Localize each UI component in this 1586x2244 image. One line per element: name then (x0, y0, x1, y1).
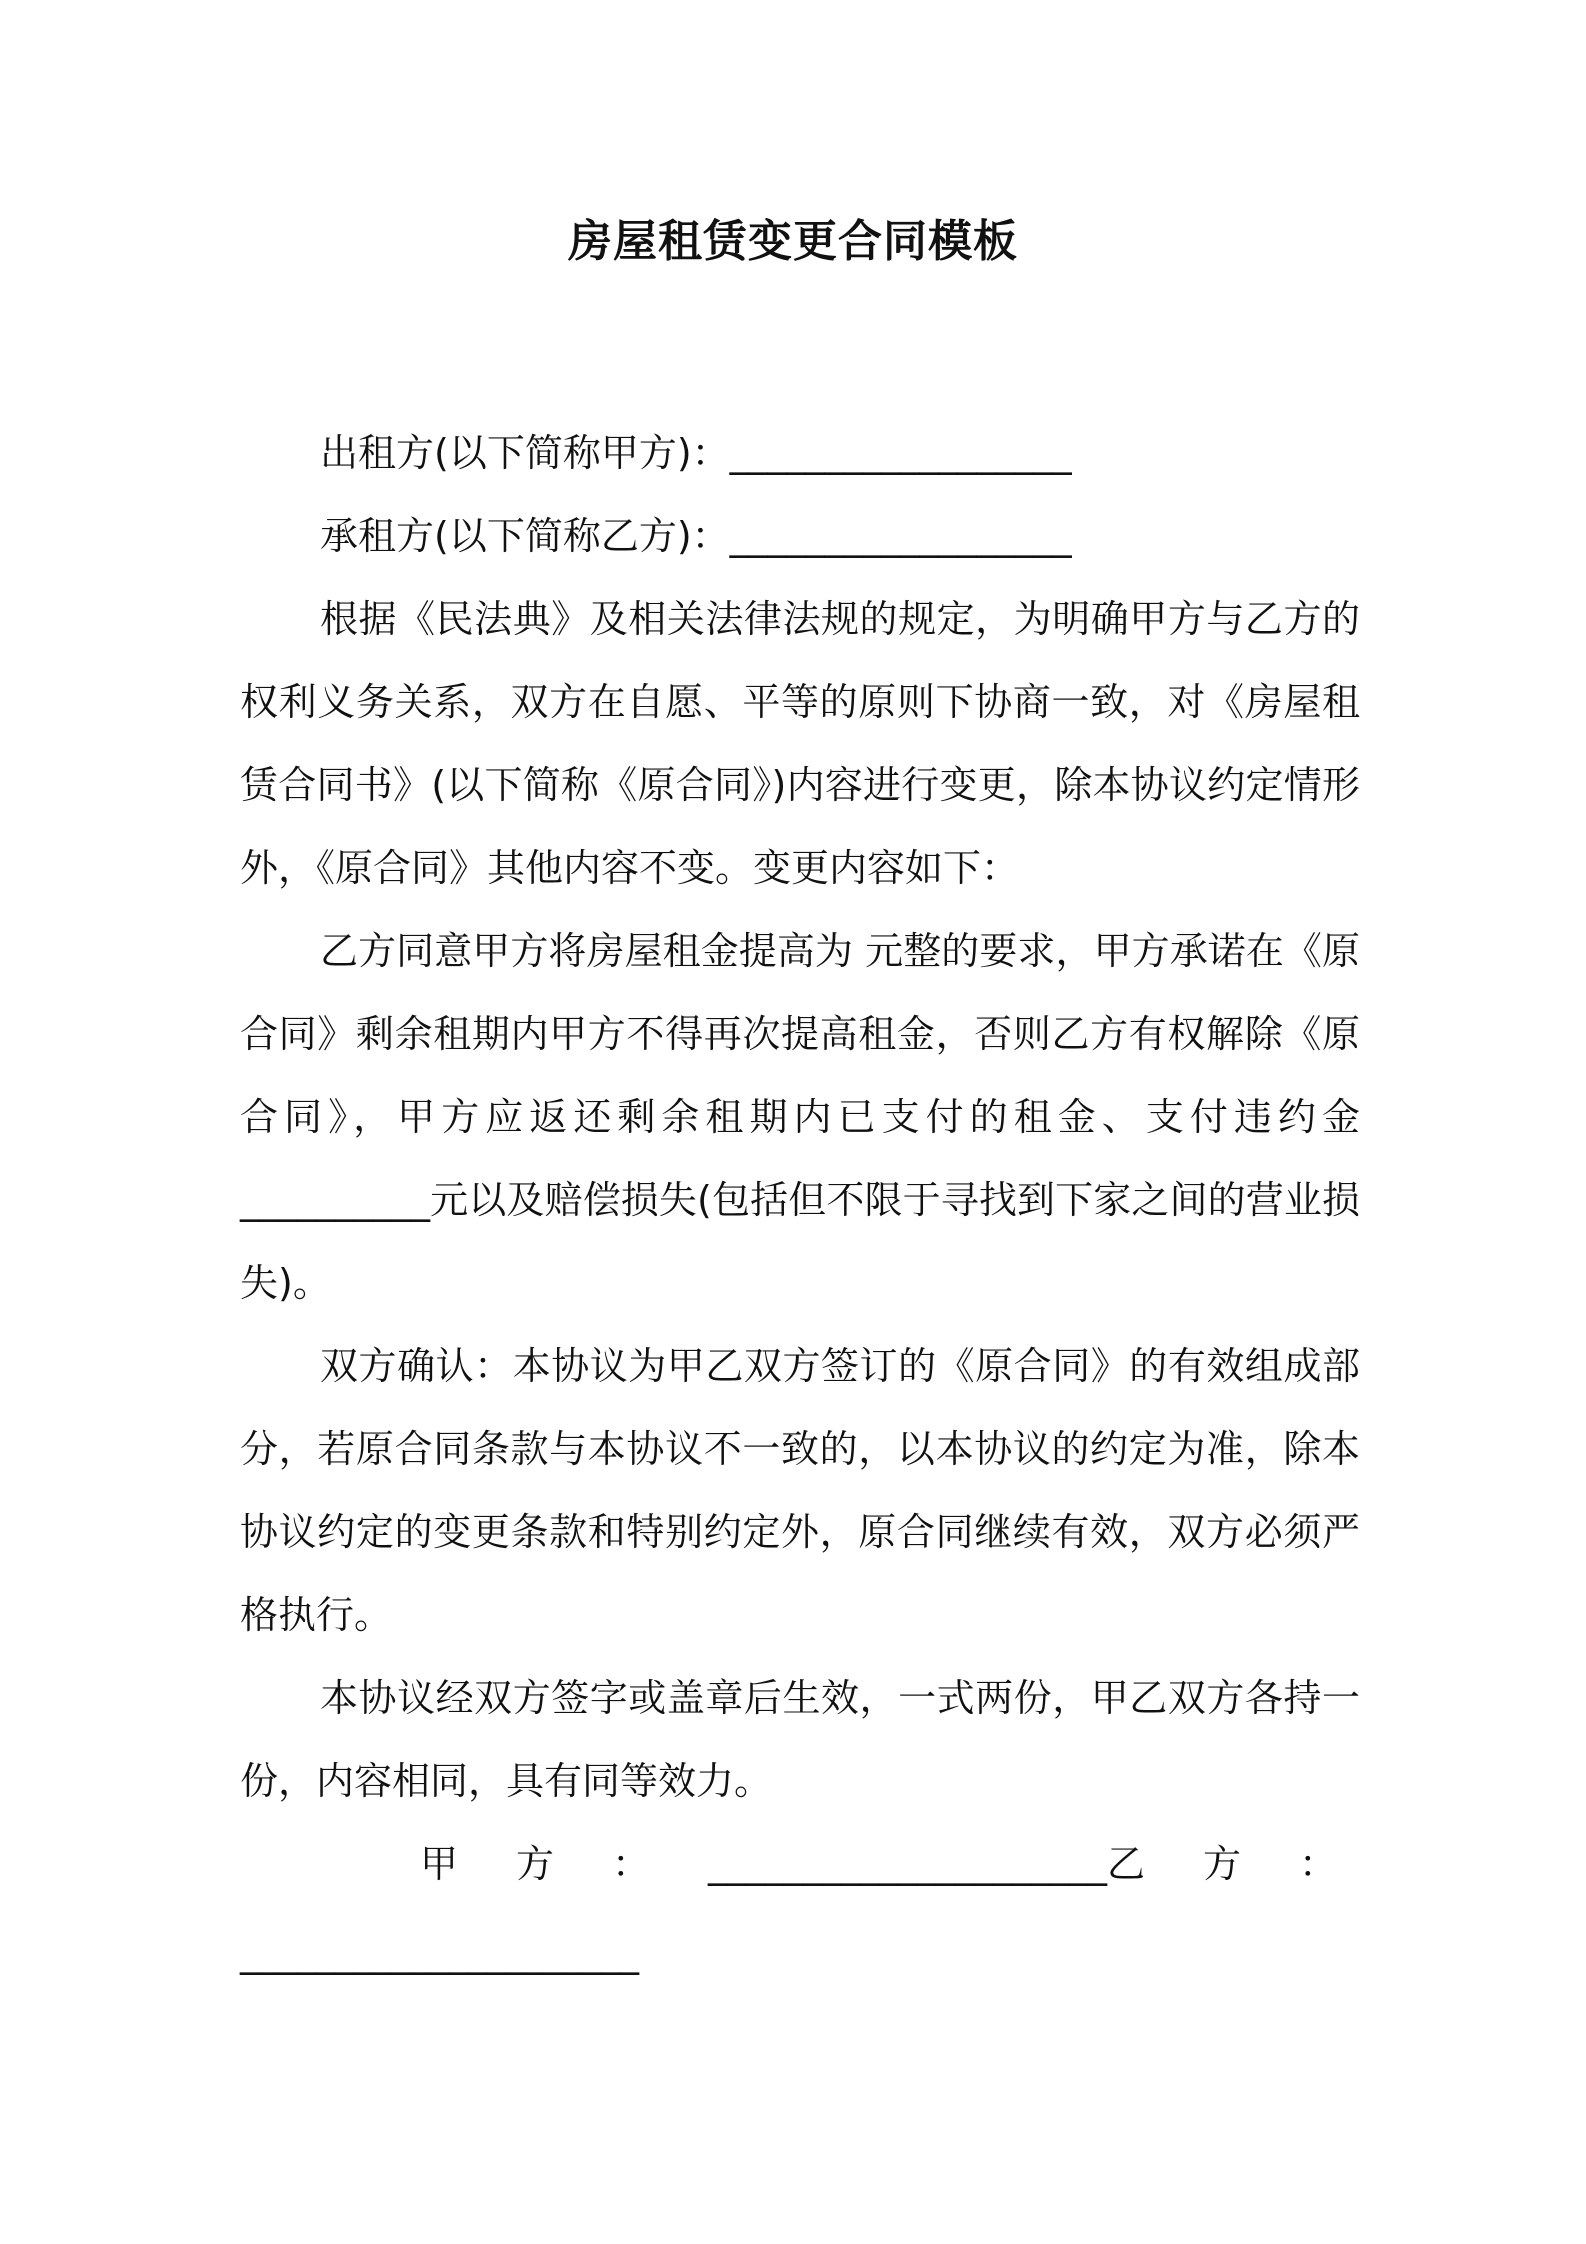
lessee-line: 承租方(以下简称乙方)：__________________ (320, 514, 1072, 558)
signature-line (240, 1823, 1396, 1906)
party-a-signature-blank: _____________________ (708, 1842, 1108, 1886)
paragraph-rent-change: 乙方同意甲方将房屋租金提高为 元整的要求，甲方承诺在《原合同》剩余租期内甲方不得再次提高租金，否则乙方有权解除《原合同》，甲方应返还剩余租期内已支付的租金、支付违约金__________元以及赔偿损失(包括但不限于寻找到下家之间的营业损失)。 (240, 929, 1360, 1305)
paragraph-intro: 根据《民法典》及相关法律法规的规定，为明确甲方与乙方的权利义务关系，双方在自愿、平等的原则下协商一致，对《房屋租赁合同书》(以下简称《原合同》)内容进行变更，除本协议约定情形外，《原合同》其他内容不变。变更内容如下： (240, 597, 1360, 890)
party-b-signature-line (240, 1906, 1360, 1995)
party-b-signature-label: 乙方： (1107, 1842, 1396, 1886)
paragraph-confirmation: 双方确认：本协议为甲乙双方签订的《原合同》的有效组成部分，若原合同条款与本协议不一致的，以本协议的约定为准，除本协议约定的变更条款和特别约定外，原合同继续有效，双方必须严格执行。 (240, 1344, 1360, 1637)
paragraph-effectiveness: 本协议经双方签字或盖章后生效，一式两份，甲乙双方各持一份，内容相同，具有同等效力。 (240, 1676, 1360, 1803)
lessor-line: 出租方(以下简称甲方)：__________________ (320, 431, 1072, 475)
party-b-signature-blank: _____________________ (240, 1931, 639, 1975)
document-title: 房屋租赁变更合同模板 (568, 216, 1018, 267)
party-a-signature-label: 甲方： (420, 1842, 709, 1886)
document-body (240, 412, 1396, 1995)
